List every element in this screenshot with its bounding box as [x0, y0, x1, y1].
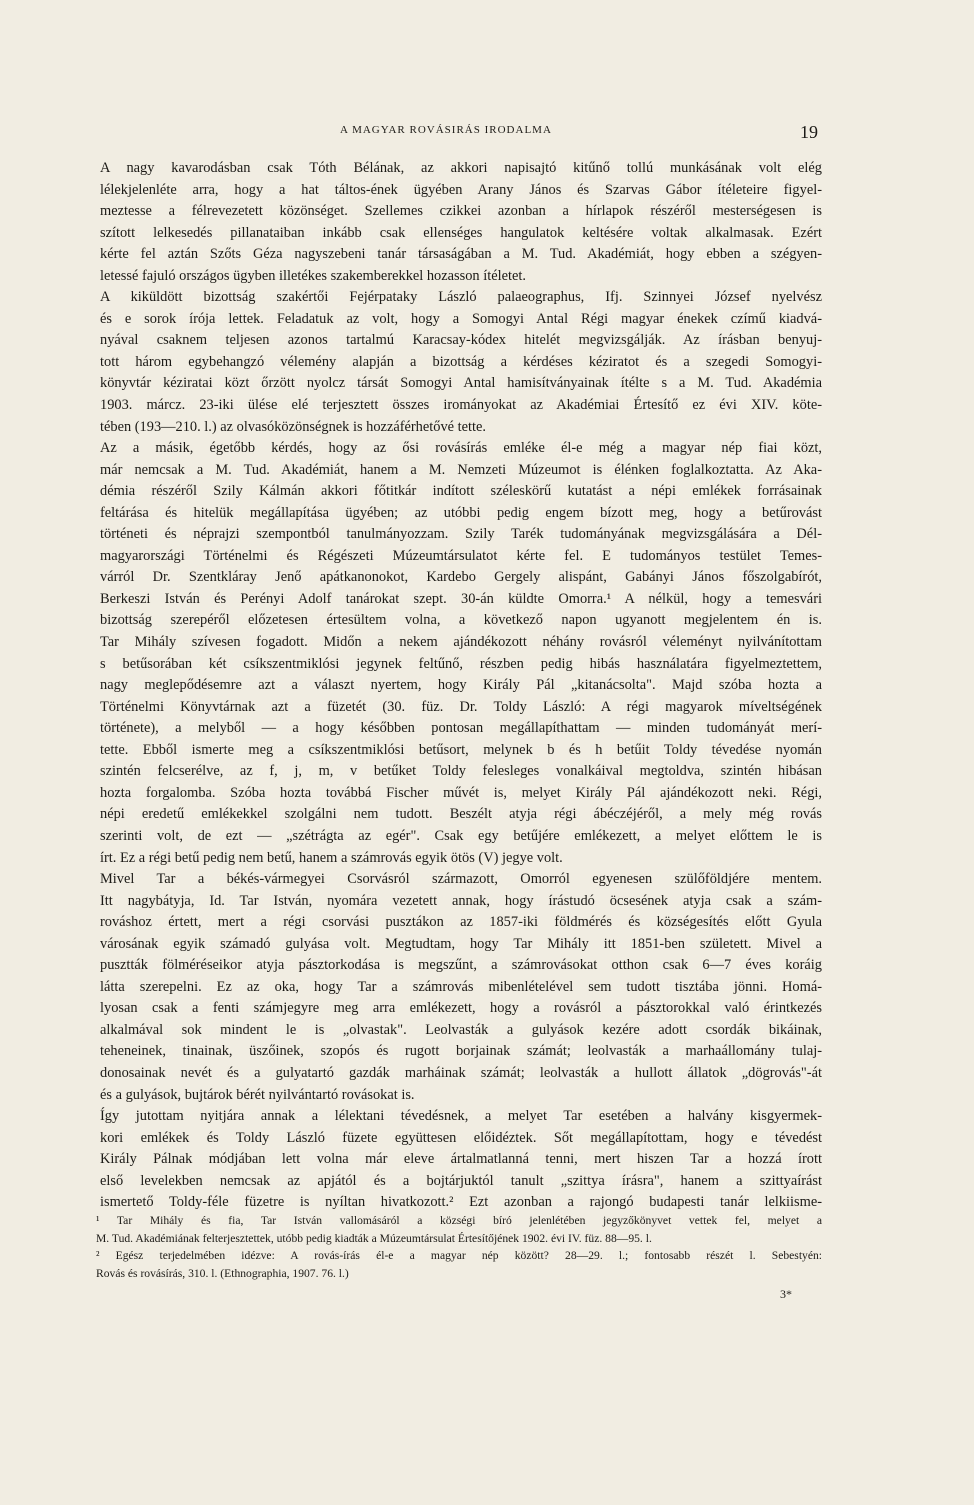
text-line: 1903. márcz. 23-iki ülése elé terjesztett összes irományokat az Akadémiai Értesítő ez évi XIV. köte-: [100, 397, 822, 414]
text-line: Az a másik, égetőbb kérdés, hogy az ősi rovásírás emléke él-e még a magyar nép fiai közt,: [100, 440, 822, 457]
text-line: donosainak nevét és a gulyatartó gazdák marháinak számát; leolvasták a hullott állatok „dögrovás"-át: [100, 1064, 822, 1081]
running-title: A MAGYAR ROVÁSIRÁS IRODALMA: [340, 124, 552, 136]
paragraph: [60, 438, 822, 869]
text-line: Király Pálnak módjában lett volna már eleve ártalmatlanná tenni, mert hiszen Tar a hozzá írott: [100, 1151, 822, 1168]
page-number: 19: [800, 122, 818, 142]
text-line: A nagy kavarodásban csak Tóth Bélának, az akkori napisajtó kitűnő tollú munkásának volt elég: [100, 160, 822, 176]
text-line: ismertető Toldy-féle füzetre is nyíltan hivatkozott.² Ezt azonban a rajongó budapesti tanár lelkiisme-: [100, 1194, 822, 1211]
signature-mark: 3*: [780, 1287, 792, 1301]
text-line: feltárása és hitelük megállapítása ügyében; az utóbbi pedig engem bízott meg, hogy a betűrovást: [100, 504, 822, 521]
text-line: pusztták fölméréseikor atyja pásztorkodása is megszűnt, a számrovásokat otthon csak 6—7 éves koráig: [100, 957, 822, 974]
text-line: rováshoz értett, mert a régi csorvási pusztákon az 1857-iki földmérés és községesítés előtt Gyula: [100, 914, 822, 931]
text-line: és e sorok írója lettek. Feladatuk az volt, hogy a Somogyi Antal Régi magyar énekek czímű kiadvá-: [100, 310, 822, 327]
text-line: szított lelkesedés pillanataiban inkább csak ellenséges hangulatok keltésére voltak alkalmasak. Ezért: [100, 224, 822, 241]
text-line: történeti és néprajzi szempontból tanulmányozzam. Szily Tarék tudományának megvizsgálására a Dél-: [100, 526, 822, 543]
text-line: lyosan csak a fenti számjegyre meg arra emlékezett, hogy a rovásról a pásztorokkal való érintkezés: [100, 1000, 822, 1017]
text-line: A kiküldött bizottság szakértői Fejérpataky László palaeographus, Ifj. Szinnyei József nyelvész: [100, 289, 822, 306]
text-line: és a gulyások, bujtárok bérét nyilvántartó rovásokat is.: [100, 1086, 415, 1103]
body-text: [60, 158, 822, 1214]
text-line: városának egyik számadó gulyása volt. Megtudtam, hogy Tar Mihály itt 1851-ben született. Mivel a: [100, 935, 822, 952]
footnote-line: ¹ Tar Mihály és fia, Tar István vallomásáról a községi bíró jelenlétében jegyzőkönyvet vettek fel, melyet a: [96, 1214, 822, 1227]
text-line: magyarországi Történelmi és Régészeti Múzeumtársulatot kérte fel. E tudományos testület Temes-: [100, 547, 822, 564]
text-line: démia részéről Szily Kálmán akkori főtitkár indított széleskörű kutatást a népi emlékek forrásainak: [100, 483, 822, 500]
text-line: Berkeszi István és Perényi Adolf tanárokat szept. 30-án küldte Omorra.¹ A nélkül, hogy a temesvári: [100, 590, 822, 607]
text-line: meztesse a félrevezetett közönséget. Szellemes czikkei azonban a hírlapok részéről mesterségesen is: [100, 203, 822, 220]
text-line: s betűsorában két csíkszentmiklósi jegynek feltűnő, részben pedig hibás használatára figyelmeztettem,: [100, 655, 822, 672]
footnote-1: [60, 1212, 822, 1247]
text-line: története), a melyből — a hogy későbben pontosan megállapíthattam — minden tudományát merí-: [100, 720, 822, 737]
text-line: tette. Ebből ismerte meg a csíkszentmiklósi betűsort, melynek b és h betűit Toldy tévedése nyomán: [100, 741, 822, 758]
text-line: Tar Mihály szívesen fogadott. Midőn a nekem ajándékozott néhány rovásról véleményt nyilvánítottam: [100, 634, 822, 651]
text-line: első levelekben nemcsak az apjától és a bojtárjuktól tanult „szittya írásra", hanem a szittyaírást: [100, 1172, 822, 1189]
text-line: Itt nagybátyja, Id. Tar István, nyomára vezetett annak, hogy írástudó öcsesének atyja csak a szám-: [100, 892, 822, 909]
text-line: látta szerepelni. Ez az oka, hogy Tar a számrovás mibenlételével sem tudott tisztába jönni. Homá-: [100, 978, 822, 995]
text-line: Így jutottam nyitjára annak a lélektani tévedésnek, a melyet Tar esetében a halvány kisgyermek-: [100, 1108, 822, 1125]
text-line: könyvtár kéziratai közt őrzött nyolcz társát Somogyi Antal hamisítványainak ítélte s a M. Tud. Akadémia: [100, 375, 822, 392]
footnote-line: Rovás és rovásírás, 310. l. (Ethnographia, 1907. 76. l.): [96, 1266, 349, 1280]
text-line: tott három egybehangzó vélemény alapján a bizottság a kérdéses kéziratot és a szegedi Somogyi-: [100, 353, 822, 370]
text-line: letessé fajuló országos ügyben illetékes szakemberekkel hozasson ítéletet.: [100, 267, 526, 284]
footnotes: [60, 1212, 822, 1282]
text-line: már nemcsak a M. Tud. Akadémiát, hanem a M. Nemzeti Múzeumot is élénken foglalkoztatta. Az Aka-: [100, 461, 822, 478]
text-line: szintén felcserélve, az f, j, m, v betűket Toldy felesleges vonalkáival megtoldva, szintén hibásan: [100, 763, 822, 780]
footnote-line: ² Egész terjedelmében idézve: A rovás-írás él-e a magyar nép között? 28—29. l.; fontosabb részét l. Sebestyén:: [96, 1249, 822, 1262]
paragraph: [60, 287, 822, 438]
text-line: alkalmával sok mindent le is „olvastak". Leolvasták a gulyások kezére adott csordák bikáinak,: [100, 1021, 822, 1038]
text-line: hozta forgalomba. Szóba hozta továbbá Fischer művét is, melyet Király Pál ajándékozott neki. Régi,: [100, 784, 822, 801]
footnote-2: [60, 1247, 822, 1282]
paragraph: [60, 1106, 822, 1214]
text-line: írt. Ez a régi betű pedig nem betű, hanem a számrovás egyik ötös (V) jegye volt.: [100, 849, 563, 866]
text-line: nagy meglepődésemre azt a választ nyertem, hogy Király Pál „kitanácsolta". Majd szóba hozta a: [100, 677, 822, 694]
text-line: lélekjelenléte arra, hogy a hat táltos-ének ügyében Arany János és Szarvas Gábor ítéleteire figyel-: [100, 181, 822, 198]
text-line: kérte fel aztán Szőts Géza nagyszebeni tanár társaságában a M. Tud. Akadémiát, hogy ebben a szégyen-: [100, 246, 822, 263]
running-head: [0, 122, 974, 146]
text-line: szerinti volt, de ezt — „szétrágta az egér". Csak egy betűjére emlékezett, a melyet előttem le is: [100, 827, 822, 844]
text-line: Történelmi Könyvtárnak azt a füzetét (30. füz. Dr. Toldy László: A régi magyarok míveltségének: [100, 698, 822, 715]
text-line: Mivel Tar a békés-vármegyei Csorvásról származott, Omorról egyenesen szülőföldjére mentem.: [100, 871, 822, 888]
paragraph: [60, 869, 822, 1106]
text-line: bizottság szerepéről előzetesen értesültem volna, a következő napon ugyanott megjelentem én is.: [100, 612, 822, 629]
footnote-line: M. Tud. Akadémiának felterjesztettek, utóbb pedig kiadták a Múzeumtársulat Értesítőjének 1902. évi IV. füz. 88—95. l.: [96, 1231, 652, 1245]
paragraph: [60, 158, 822, 287]
text-line: kori emlékek és Toldy László füzete együttesen előidéztek. Sőt megállapítottam, hogy e tévedést: [100, 1129, 822, 1146]
text-line: nyával csaknem teljesen azonos tartalmú Karacsay-kódex hitelét megvizsgálják. Az írásban benyuj-: [100, 332, 822, 349]
text-line: teheneinek, tinainak, üszőinek, szopós és rugott borjainak számát; leolvasták a marhaállomány tulaj-: [100, 1043, 822, 1060]
text-line: népi eredetű emlékekkel szolgálni nem tudott. Beszélt atyja régi ábéczéjéről, a mely még rovás: [100, 806, 822, 823]
text-line: tében (193—210. l.) az olvasóközönségnek is hozzáférhetővé tette.: [100, 418, 487, 435]
text-line: várról Dr. Szentkláray Jenő apátkanonokot, Kardebo Gergely alispánt, Gabányi János főszolgabírót,: [100, 569, 822, 586]
